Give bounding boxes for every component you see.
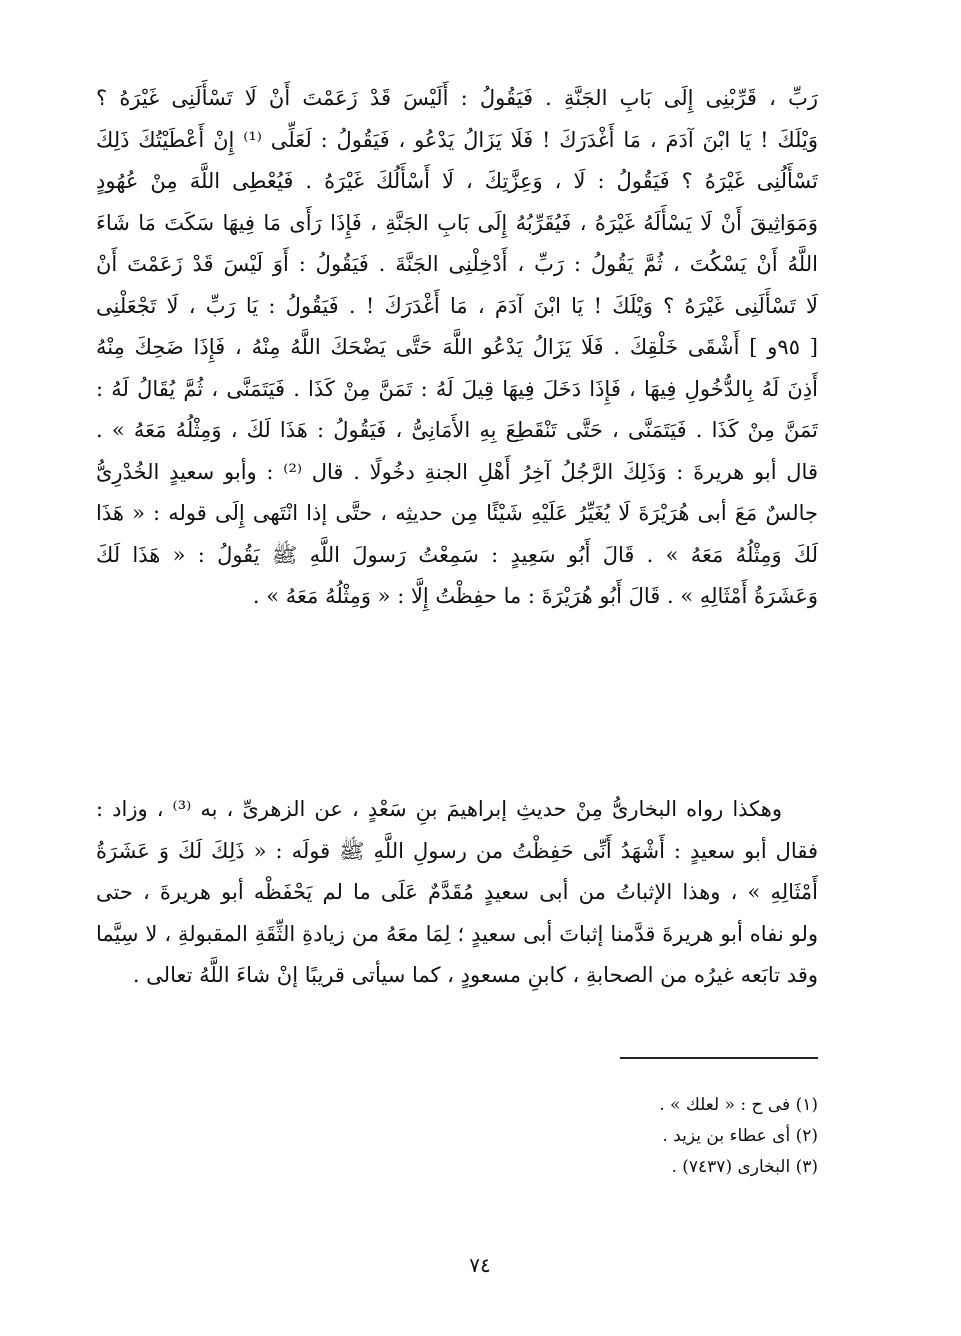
text-line: تَسْأَلُنِى غَيْرَهُ ؟ فَيَقُولُ : لَا ، وَعِزَّتِكَ ، لَا أَسْأَلُكَ غَيْرَهُ . فَيُعْطِى اللَّهَ مِنْ عُهُودٍ: [96, 169, 818, 193]
footnote: (٣) البخارى (٧٤٣٧) .: [671, 1157, 818, 1177]
footnote: (١) فى ح : « لعلك » .: [659, 1095, 818, 1115]
text-line: أَمْثَالِهِ » ، وهذا الإثباتُ من أبى سعيدٍ مُقَدَّمٌ عَلَى ما لم يَحْفَظْه أبو هريرةَ ، حتى: [96, 880, 818, 904]
text-line: اللَّهُ أَنْ يَسْكُتَ ، ثُمَّ يَقُولُ : رَبِّ ، أَدْخِلْنِى الجَنَّةَ . فَيَقُولُ : أَوَ لَيْسَ قَدْ زَعَمْتَ أَنْ: [96, 252, 818, 276]
text-line: رَبِّ ، قَرِّبْنِى إِلَى بَابِ الجَنَّةِ . فَيَقُولُ : أَلَيْسَ قَدْ زَعَمْتَ أَنْ لَا تَسْأَلَنِى غَيْرَهُ ؟: [96, 86, 818, 110]
text-line: ولو نفاه أبو هريرةَ قدَّمنا إثباتَ أبى سعيدٍ ؛ لِمَا معَهُ من زيادةِ الثِّقَةِ المقبولةِ ، لا سِيَّما: [96, 921, 818, 946]
text-line: فقال أبو سعيدٍ : أَشْهَدُ أَنِّى حَفِظْتُ من رسولِ اللَّهِ ﷺ قولَه : « ذَلِكَ لَكَ وَ عَشَرَةُ: [96, 838, 818, 863]
text-line: لَا تَسْأَلَنِى غَيْرَهُ ؟ وَيْلَكَ ! يَا ابْنَ آدَمَ ، مَا أَغْدَرَكَ ! . فَيَقُولُ : يَا رَبِّ ، لَا تَجْعَلْنِى: [96, 293, 818, 318]
footnote-divider: [620, 1057, 818, 1059]
text-line: لَكَ وَمِثْلُهُ مَعَهُ » . قَالَ أَبُو سَعِيدٍ : سَمِعْتُ رَسولَ اللَّهِ ﷺ يَقُولُ : « هَذَا لَكَ: [96, 542, 818, 567]
main-paragraph-1: [96, 78, 818, 618]
main-paragraph-2: [96, 789, 818, 997]
text-line: أَذِنَ لَهُ بِالدُّخُولِ فِيهَا ، فَإِذَا دَخَلَ فِيهَا قِيلَ لَهُ : تَمَنَّ مِنْ كَذَا . فَيَتَمَنَّى ، ثُمَّ يُقَالُ لَهُ :: [96, 376, 818, 401]
text-line: وقد تابَعه غيرُه من الصحابةِ ، كابنِ مسعودٍ ، كما سيأتى قريبًا إنْ شاءَ اللَّهُ تعالى .: [132, 963, 818, 987]
text-line: [ ٩٥و ] أَشْقَى خَلْقِكَ . فَلَا يَزَالُ يَدْعُو اللَّهَ حَتَّى يَضْحَكَ اللَّهُ مِنْهُ ، فَإِذَا ضَحِكَ مِنْهُ: [96, 335, 818, 359]
footnote: (٢) أى عطاء بن يزيد .: [662, 1126, 818, 1146]
footnotes: [300, 1090, 818, 1183]
text-line: قال أبو هريرةَ : وَذَلِكَ الرَّجُلُ آخِرُ أَهْلِ الجنةِ دخُولًا . قال ⁽²⁾ : وأبو سعيدٍ الخُدْرِىُّ: [96, 459, 818, 484]
text-line: وَمَوَاثِيقَ أَنْ لَا يَسْأَلَهُ غَيْرَهُ ، فَيُقَرِّبُهُ إِلَى بَابِ الجَنَّةِ ، فَإِذَا رَأَى مَا فِيهَا سَكَتَ مَا شَاءَ: [96, 210, 818, 235]
text-line: تَمَنَّ مِنْ كَذَا . فَيَتَمَنَّى ، حَتَّى تَنْقَطِعَ بِهِ الأَمَانِىُّ ، فَيَقُولُ : هَذَا لَكَ ، وَمِثْلُهُ مَعَهُ » .: [96, 418, 818, 442]
text-line: وهكذا رواه البخارىُّ مِنْ حديثِ إبراهيمَ بنِ سَعْدٍ ، عن الزهرىِّ ، به ⁽³⁾ ، وزاد :: [96, 797, 782, 821]
text-line: جالسٌ مَعَ أبى هُرَيْرَةَ لَا يُغَيِّرُ عَلَيْهِ شَيْئًا مِن حديثِه ، حتَّى إذا انْتَهى إِلَى قوله : « هَذَا: [96, 501, 818, 525]
text-line: وَعَشَرَةُ أَمْثَالِهِ » . قَالَ أَبُو هُرَيْرَةَ : ما حفِظْتُ إِلَّا : « وَمِثْلُهُ مَعَهُ » .: [252, 584, 818, 608]
page-number: ٧٤: [469, 1253, 491, 1277]
text-line: وَيْلَكَ ! يَا ابْنَ آدَمَ ، مَا أَغْدَرَكَ ! فَلَا يَزَالُ يَدْعُو ، فَيَقُولُ : لَعَلِّى ⁽¹⁾ إِنْ أَعْطَيْتُكَ ذَلِكَ: [96, 127, 818, 152]
